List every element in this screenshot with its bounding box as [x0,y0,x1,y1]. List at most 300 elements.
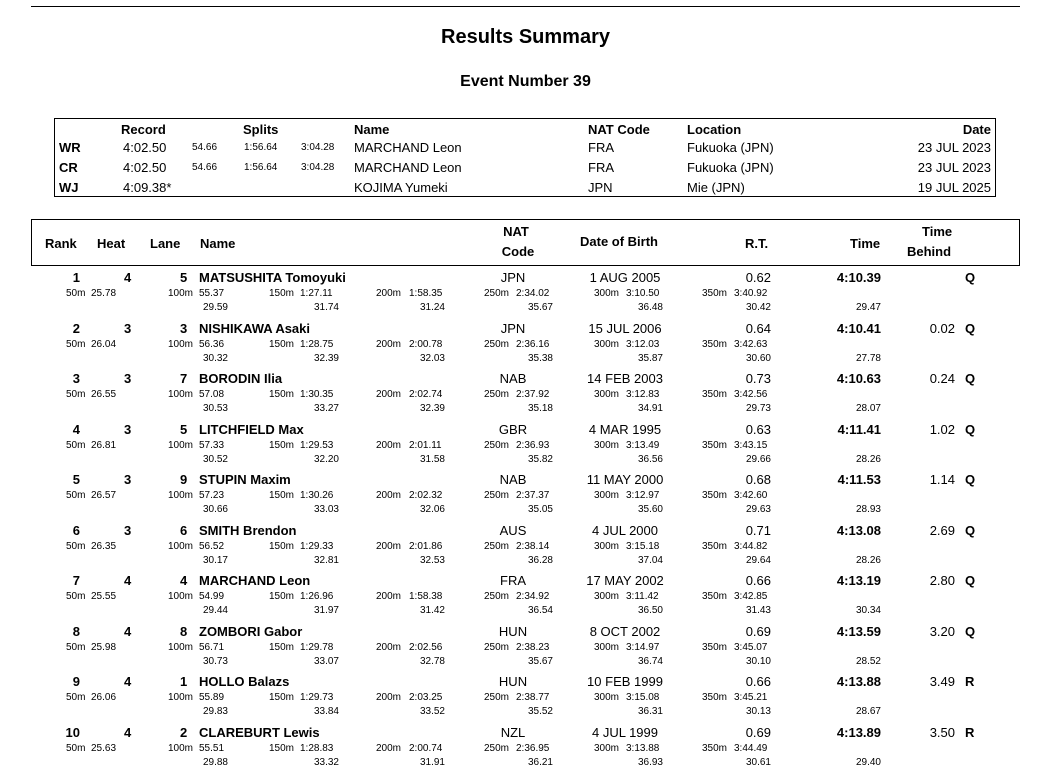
split-time: 3:45.21 [734,692,768,703]
split-time: 25.55 [91,591,117,602]
record-nat: FRA [588,160,614,175]
split-distance-label: 150m [269,389,295,400]
split-time: 3:45.07 [734,641,768,653]
header-lane: Lane [150,236,181,251]
nat-code: HUN [498,674,528,689]
lane: 6 [180,522,188,538]
athlete-name: CLAREBURT Lewis [199,724,320,740]
athlete-name: ZOMBORI Gabor [199,623,303,639]
split-time: 1:28.83 [300,742,334,754]
split-distance-label: 150m [269,591,295,602]
split-time: 2:00.74 [409,742,443,754]
header-heat: Heat [97,236,126,251]
lap-time: 29.83 [202,706,228,717]
athlete-name: SMITH Brendon [199,522,297,538]
final-time: 4:13.19 [836,573,881,588]
lap-time: 31.91 [419,756,445,768]
heat: 3 [124,421,132,437]
split-distance-label: 350m [702,540,728,552]
split-time: 26.55 [91,389,117,400]
top-rule [31,6,1020,7]
lap-time: 30.60 [745,352,771,364]
lap-time: 30.13 [745,706,771,717]
time-behind: 3.20 [929,623,955,639]
split-distance-label: 100m [168,742,194,754]
lap-time: 29.47 [855,302,881,313]
record-split-150: 1:56.64 [244,142,278,153]
lap-time: 27.78 [855,352,881,364]
split-time: 1:58.38 [409,591,443,602]
rank: 4 [72,421,80,437]
record-name: MARCHAND Leon [354,160,462,175]
split-time: 2:38.14 [516,540,550,552]
split-time: 3:42.60 [734,490,768,501]
split-time: 56.71 [199,641,225,653]
split-distance-label: 100m [168,540,194,552]
split-time: 3:44.49 [734,742,768,754]
rank: 9 [72,674,80,689]
record-split-250: 3:04.28 [301,142,335,153]
date-of-birth: 4 JUL 2000 [591,522,659,538]
heat: 3 [124,522,132,538]
reaction-time: 0.69 [745,724,771,740]
lap-time: 32.39 [313,352,339,364]
reaction-time: 0.66 [745,674,771,689]
lap-time: 30.73 [202,655,228,667]
lap-time: 30.34 [855,605,881,616]
qualification-code: Q [965,623,976,639]
final-time: 4:10.39 [836,270,881,285]
nat-code: FRA [500,573,526,588]
split-time: 1:58.35 [409,288,443,299]
record-nat: JPN [588,180,613,195]
heat: 3 [124,472,132,487]
split-time: 26.57 [91,490,117,501]
split-time: 55.89 [199,692,225,703]
split-distance-label: 100m [168,338,194,350]
lap-time: 36.21 [527,756,553,768]
lap-time: 29.40 [855,756,881,768]
split-time: 25.98 [91,641,117,653]
date-of-birth: 4 JUL 1999 [591,724,659,740]
split-time: 3:42.56 [734,389,768,400]
lap-time: 32.53 [419,554,445,566]
split-time: 2:00.78 [409,338,443,350]
lap-time: 30.32 [202,352,228,364]
time-behind: 3.50 [929,724,955,740]
split-distance-label: 300m [594,338,620,350]
header-nat-line2: Code [501,244,535,259]
lap-time: 36.93 [637,756,663,768]
athlete-name: STUPIN Maxim [199,472,291,487]
record-time: 4:09.38* [123,180,172,195]
lap-time: 36.50 [637,605,663,616]
split-distance-label: 150m [269,641,295,653]
split-distance-label: 300m [594,742,620,754]
final-time: 4:13.89 [836,724,881,740]
nat-code: HUN [498,623,528,639]
split-time: 1:29.73 [300,692,334,703]
lap-time: 29.73 [745,403,771,414]
split-time: 3:14.97 [626,641,660,653]
split-distance-label: 300m [594,389,620,400]
split-distance-label: 150m [269,338,295,350]
lap-time: 35.82 [527,453,553,465]
record-location: Mie (JPN) [687,180,745,195]
split-time: 26.06 [91,692,117,703]
lane: 3 [180,320,188,336]
lap-time: 29.88 [202,756,228,768]
reaction-time: 0.64 [745,320,771,336]
rank: 8 [72,623,80,639]
split-time: 2:03.25 [409,692,443,703]
reaction-time: 0.62 [745,270,771,285]
record-time: 4:02.50 [123,160,167,175]
lane: 8 [180,623,188,639]
split-distance-label: 300m [594,591,620,602]
split-distance-label: 50m [66,540,86,552]
record-name: KOJIMA Yumeki [354,180,448,195]
split-distance-label: 50m [66,641,86,653]
lane: 2 [180,724,188,740]
qualification-code: Q [965,522,976,538]
split-time: 57.33 [199,439,225,451]
lap-time: 31.42 [419,605,445,616]
results-header [31,219,1020,266]
lap-time: 36.74 [637,655,663,667]
header-rt: R.T. [745,236,769,251]
nat-code: AUS [499,522,527,538]
split-distance-label: 100m [168,439,194,451]
nat-code: JPN [500,320,526,336]
split-time: 26.35 [91,540,117,552]
athlete-name: MARCHAND Leon [199,573,311,588]
split-distance-label: 150m [269,288,295,299]
header-nat-line1: NAT [503,224,529,239]
lap-time: 29.44 [202,605,228,616]
split-distance-label: 250m [484,742,510,754]
qualification-code: Q [965,573,976,588]
split-time: 1:29.33 [300,540,334,552]
split-time: 2:01.86 [409,540,443,552]
athlete-name: MATSUSHITA Tomoyuki [199,270,346,285]
split-time: 1:28.75 [300,338,334,350]
qualification-code: Q [965,421,976,437]
split-distance-label: 300m [594,288,620,299]
record-code: CR [59,160,78,175]
split-time: 3:13.49 [626,439,660,451]
time-behind: 1.14 [929,472,955,487]
split-time: 1:29.53 [300,439,334,451]
split-distance-label: 300m [594,439,620,451]
lap-time: 31.58 [419,453,445,465]
header-time: Time [850,236,881,251]
lap-time: 28.26 [855,453,881,465]
final-time: 4:10.63 [836,371,881,386]
split-distance-label: 350m [702,692,728,703]
lap-time: 33.03 [313,504,339,515]
time-behind: 1.02 [929,421,955,437]
split-time: 2:36.16 [516,338,550,350]
heat: 4 [124,623,132,639]
split-distance-label: 350m [702,641,728,653]
split-distance-label: 350m [702,591,728,602]
qualification-code: R [965,724,975,740]
split-distance-label: 50m [66,288,86,299]
lap-time: 28.26 [855,554,881,566]
athlete-name: BORODIN Ilia [199,371,283,386]
lap-time: 35.67 [527,655,553,667]
record-date: 23 JUL 2023 [917,140,991,155]
lap-time: 35.38 [527,352,553,364]
split-time: 1:29.78 [300,641,334,653]
final-time: 4:11.53 [837,472,881,487]
records-header-record: Record [121,122,166,137]
split-distance-label: 50m [66,490,86,501]
lane: 9 [180,472,188,487]
date-of-birth: 15 JUL 2006 [588,320,662,336]
athlete-name: HOLLO Balazs [199,674,290,689]
split-time: 2:34.92 [516,591,550,602]
date-of-birth: 11 MAY 2000 [586,472,664,487]
heat: 4 [124,270,132,285]
split-distance-label: 250m [484,288,510,299]
split-time: 3:44.82 [734,540,768,552]
lap-time: 33.32 [313,756,339,768]
split-time: 1:27.11 [300,288,333,299]
split-distance-label: 200m [376,692,402,703]
lap-time: 30.66 [202,504,228,515]
split-time: 57.08 [199,389,225,400]
date-of-birth: 8 OCT 2002 [589,623,661,639]
split-distance-label: 300m [594,641,620,653]
lap-time: 31.74 [313,302,339,313]
lap-time: 30.17 [202,554,228,566]
time-behind: 0.02 [929,320,955,336]
heat: 3 [124,371,132,386]
records-table [54,118,996,197]
header-behind-line1: Time [922,224,953,239]
split-distance-label: 200m [376,288,402,299]
lap-time: 33.07 [313,655,339,667]
split-time: 55.37 [199,288,225,299]
date-of-birth: 10 FEB 1999 [587,674,663,689]
split-distance-label: 100m [168,692,194,703]
lap-time: 36.54 [527,605,553,616]
split-distance-label: 200m [376,389,402,400]
final-time: 4:13.08 [836,522,881,538]
split-distance-label: 150m [269,742,295,754]
split-distance-label: 100m [168,288,194,299]
lane: 7 [180,371,188,386]
final-time: 4:11.41 [837,421,881,437]
split-time: 3:12.97 [626,490,660,501]
record-location: Fukuoka (JPN) [687,160,774,175]
lap-time: 30.10 [745,655,771,667]
split-distance-label: 150m [269,439,295,451]
split-distance-label: 50m [66,439,86,451]
record-nat: FRA [588,140,614,155]
time-behind: 3.49 [929,674,955,689]
lap-time: 29.59 [202,302,228,313]
rank: 5 [72,472,80,487]
split-distance-label: 250m [484,641,510,653]
split-time: 2:36.95 [516,742,550,754]
header-rank: Rank [45,236,77,251]
split-distance-label: 350m [702,742,728,754]
final-time: 4:10.41 [836,320,881,336]
split-time: 1:30.26 [300,490,334,501]
split-time: 3:42.85 [734,591,768,602]
records-header-date: Date [962,122,991,137]
lap-time: 36.28 [527,554,553,566]
split-time: 3:13.88 [626,742,660,754]
split-time: 54.99 [199,591,225,602]
record-code: WJ [59,180,79,195]
record-code: WR [59,140,81,155]
split-time: 2:37.92 [516,389,550,400]
split-time: 3:12.83 [626,389,660,400]
split-distance-label: 200m [376,742,402,754]
qualification-code: Q [965,320,976,336]
rank: 2 [72,320,80,336]
lap-time: 31.24 [419,302,445,313]
split-time: 26.04 [91,338,117,350]
split-distance-label: 350m [702,288,728,299]
nat-code: NAB [499,472,527,487]
date-of-birth: 17 MAY 2002 [586,573,664,588]
split-time: 56.36 [199,338,225,350]
split-time: 25.78 [91,288,117,299]
split-distance-label: 150m [269,540,295,552]
split-distance-label: 100m [168,641,194,653]
rank: 7 [72,573,80,588]
split-time: 57.23 [199,490,225,501]
lap-time: 28.67 [855,706,881,717]
record-split-250: 3:04.28 [301,162,335,173]
record-split-50: 54.66 [192,142,218,153]
split-distance-label: 200m [376,490,402,501]
records-header-location: Location [687,122,742,137]
split-distance-label: 250m [484,591,510,602]
split-time: 3:43.15 [734,439,768,451]
heat: 4 [124,573,132,588]
split-distance-label: 300m [594,692,620,703]
split-distance-label: 200m [376,338,402,350]
split-time: 3:10.50 [626,288,660,299]
split-distance-label: 300m [594,490,620,501]
split-distance-label: 250m [484,490,510,501]
lap-time: 36.31 [637,706,663,717]
lap-time: 30.61 [745,756,771,768]
lane: 5 [180,421,188,437]
split-time: 2:01.11 [409,439,442,451]
lap-time: 34.91 [637,403,663,414]
split-distance-label: 200m [376,641,402,653]
lap-time: 33.27 [313,403,339,414]
reaction-time: 0.68 [745,472,771,487]
split-distance-label: 350m [702,439,728,451]
lap-time: 28.93 [855,504,881,515]
split-time: 25.63 [91,742,117,754]
split-time: 56.52 [199,540,225,552]
split-distance-label: 200m [376,591,402,602]
rank: 6 [72,522,80,538]
split-time: 2:36.93 [516,439,550,451]
record-date: 19 JUL 2025 [917,180,991,195]
lap-time: 37.04 [637,554,663,566]
split-distance-label: 250m [484,389,510,400]
final-time: 4:13.88 [836,674,881,689]
records-header-name: Name [354,122,390,137]
lap-time: 32.81 [313,554,339,566]
split-time: 3:42.63 [734,338,768,350]
split-time: 3:11.42 [626,591,659,602]
qualification-code: Q [965,472,976,487]
final-time: 4:13.59 [836,623,881,639]
lap-time: 33.84 [313,706,339,717]
lap-time: 32.06 [419,504,445,515]
lap-time: 30.42 [745,302,771,313]
split-distance-label: 50m [66,692,86,703]
qualification-code: Q [965,371,976,386]
split-time: 3:15.18 [626,540,660,552]
reaction-time: 0.63 [745,421,771,437]
lap-time: 35.67 [527,302,553,313]
lap-time: 32.78 [419,655,445,667]
split-time: 2:02.32 [409,490,443,501]
lap-time: 31.43 [745,605,771,616]
heat: 4 [124,724,132,740]
split-distance-label: 100m [168,389,194,400]
split-distance-label: 200m [376,439,402,451]
split-time: 2:37.37 [516,490,550,501]
lane: 1 [180,674,188,689]
split-distance-label: 100m [168,591,194,602]
header-behind-line2: Behind [907,244,952,259]
split-distance-label: 250m [484,338,510,350]
record-time: 4:02.50 [123,140,167,155]
lap-time: 30.52 [202,453,228,465]
split-time: 2:38.23 [516,641,550,653]
lap-time: 32.03 [419,352,445,364]
split-distance-label: 350m [702,490,728,501]
split-distance-label: 100m [168,490,194,501]
rank: 1 [72,270,80,285]
lap-time: 28.07 [855,403,881,414]
split-time: 3:40.92 [734,288,768,299]
lap-time: 35.18 [527,403,553,414]
record-split-150: 1:56.64 [244,162,278,173]
nat-code: GBR [498,421,528,437]
split-distance-label: 250m [484,540,510,552]
split-distance-label: 50m [66,742,86,754]
lap-time: 36.56 [637,453,663,465]
heat: 3 [124,320,132,336]
lap-time: 35.05 [527,504,553,515]
split-distance-label: 350m [702,389,728,400]
lap-time: 31.97 [313,605,339,616]
lap-time: 30.53 [202,403,228,414]
date-of-birth: 14 FEB 2003 [587,371,663,386]
split-time: 2:02.56 [409,641,443,653]
date-of-birth: 4 MAR 1995 [588,421,662,437]
split-distance-label: 50m [66,338,86,350]
lap-time: 32.20 [313,453,339,465]
record-date: 23 JUL 2023 [917,160,991,175]
page-title: Results Summary [441,26,610,48]
rank: 10 [65,724,80,740]
